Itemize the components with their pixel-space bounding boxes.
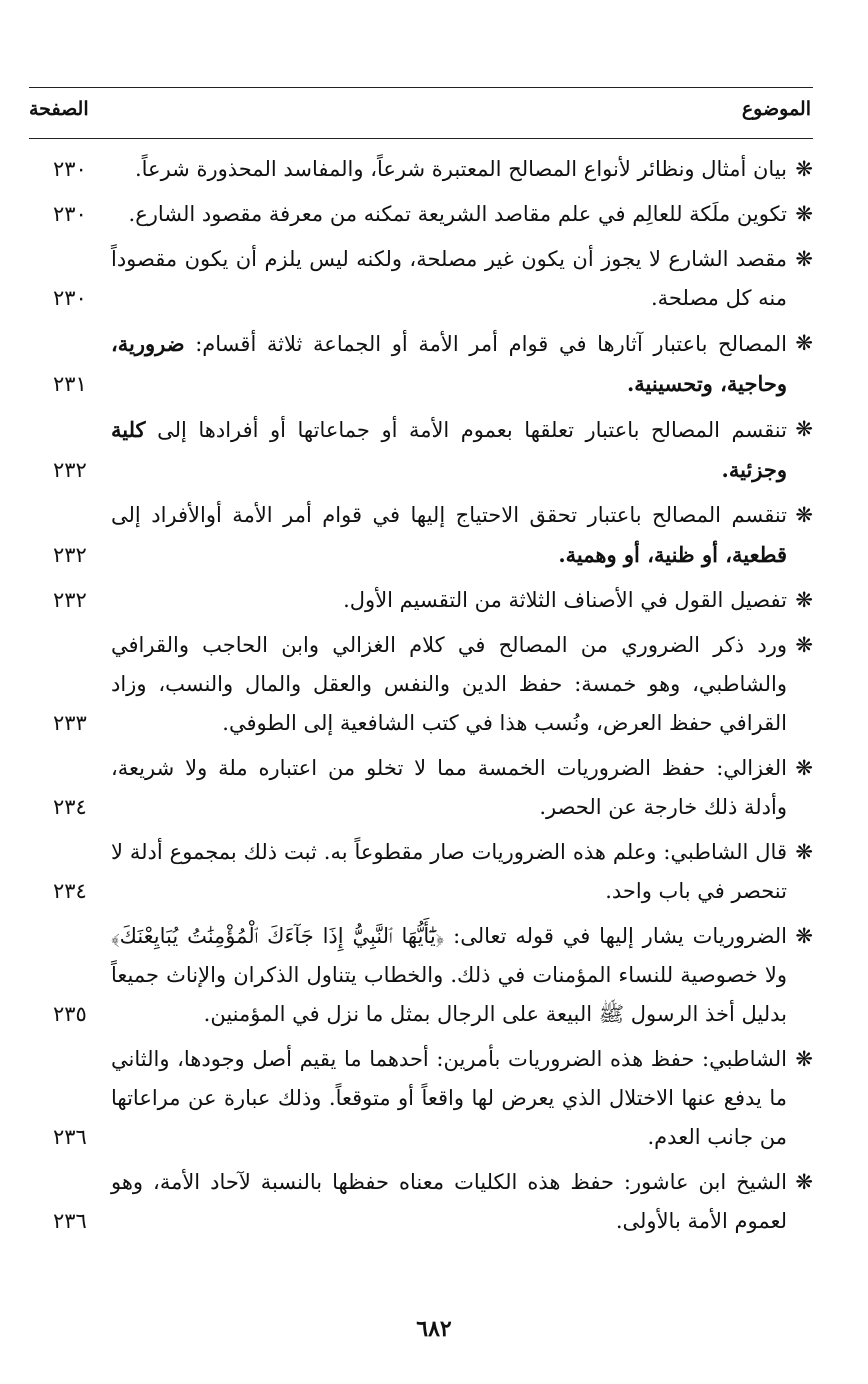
top-rule <box>29 87 813 88</box>
bullet-icon: ❋ <box>795 840 813 864</box>
entry-text: بيان أمثال ونظائر لأنواع المصالح المعتبرة شرعاً، والمفاسد المحذورة شرعاً. <box>134 157 787 181</box>
entry-page-number: ٢٣٦ <box>53 1125 87 1149</box>
page-column-header: الصفحة <box>29 98 89 120</box>
entry-page-number: ٢٣٢ <box>53 543 87 567</box>
entry-text: قال الشاطبي: وعلم هذه الضروريات صار مقطوعاً به. ثبت ذلك بمجموع أدلة لا تنحصر في باب واحد. <box>111 840 787 903</box>
index-entry <box>29 1163 813 1241</box>
entry-text: الضروريات يشار إليها في قوله تعالى: ﴿يَٰٓأَيُّهَا ٱلنَّبِيُّ إِذَا جَآءَكَ ٱلْمُؤْمِنَٰتُ يُبَايِعْنَكَ﴾ ولا خصوصية للنساء المؤمنات في ذلك. والخطاب يتناول الذكران والإناث جميعاً بدليل أخذ الرسول ﷺ البيعة على الرجال بمثل ما نزل في المؤمنين. <box>111 924 787 1026</box>
index-entry <box>29 240 813 318</box>
bullet-icon: ❋ <box>795 202 813 226</box>
topic-column-header: الموضوع <box>741 98 811 120</box>
index-entry <box>29 917 813 1034</box>
index-entries <box>29 150 813 1241</box>
entry-page-number: ٢٣٤ <box>53 879 87 903</box>
bullet-icon: ❋ <box>795 588 813 612</box>
entry-text: المصالح باعتبار آثارها في قوام أمر الأمة أو الجماعة ثلاثة أقسام: <box>195 332 787 356</box>
page-number: ٦٨٢ <box>416 1316 452 1342</box>
bullet-icon: ❋ <box>795 633 813 657</box>
entry-page-number: ٢٣٣ <box>53 711 87 735</box>
bullet-icon: ❋ <box>795 417 813 441</box>
entry-text: تنقسم المصالح باعتبار تعلقها بعموم الأمة أو جماعاتها أو أفرادها إلى <box>157 418 787 442</box>
index-entry <box>29 1040 813 1157</box>
entry-page-number: ٢٣٥ <box>53 1002 87 1026</box>
entry-page-number: ٢٣٤ <box>53 795 87 819</box>
bullet-icon: ❋ <box>795 924 813 948</box>
index-entry <box>29 496 813 575</box>
index-entry <box>29 410 813 490</box>
bullet-icon: ❋ <box>795 756 813 780</box>
index-entry <box>29 581 813 620</box>
entry-page-number: ٢٣٢ <box>53 588 87 612</box>
bullet-icon: ❋ <box>795 157 813 181</box>
index-entry <box>29 626 813 743</box>
entry-text: الغزالي: حفظ الضروريات الخمسة مما لا تخلو من اعتباره ملة ولا شريعة، وأدلة ذلك خارجة عن الحصر. <box>111 756 787 819</box>
index-entry <box>29 195 813 234</box>
entry-text: تكوين ملَكة للعالِم في علم مقاصد الشريعة تمكنه من معرفة مقصود الشارع. <box>128 202 787 226</box>
bullet-icon: ❋ <box>795 503 813 527</box>
entry-text: الشاطبي: حفظ هذه الضروريات بأمرين: أحدهما ما يقيم أصل وجودها، والثاني ما يدفع عنها الاختلال الذي يعرض لها واقعاً أو متوقعاً. وذلك عبارة عن مراعاتها من جانب العدم. <box>111 1047 787 1149</box>
index-entry <box>29 833 813 911</box>
entry-page-number: ٢٣٦ <box>53 1209 87 1233</box>
entry-text: الشيخ ابن عاشور: حفظ هذه الكليات معناه حفظها بالنسبة لآحاد الأمة، وهو لعموم الأمة بالأولى. <box>111 1170 787 1233</box>
bullet-icon: ❋ <box>795 331 813 355</box>
entry-page-number: ٢٣٠ <box>53 157 87 181</box>
header-rule <box>29 138 813 139</box>
entry-bold-text: ضرورية، وحاجية، وتحسينية. <box>111 331 787 396</box>
index-entry <box>29 324 813 404</box>
bullet-icon: ❋ <box>795 1170 813 1194</box>
entry-text: مقصد الشارع لا يجوز أن يكون غير مصلحة، ولكنه ليس يلزم أن يكون مقصوداً منه كل مصلحة. <box>111 247 787 310</box>
bullet-icon: ❋ <box>795 247 813 271</box>
entry-page-number: ٢٣١ <box>53 372 87 396</box>
entry-page-number: ٢٣٠ <box>53 202 87 226</box>
index-entry <box>29 150 813 189</box>
entry-page-number: ٢٣٠ <box>53 286 87 310</box>
entry-text: تفصيل القول في الأصناف الثلاثة من التقسيم الأول. <box>343 588 787 612</box>
entry-text: ورد ذكر الضروري من المصالح في كلام الغزالي وابن الحاجب والقرافي والشاطبي، وهو خمسة: حفظ الدين والنفس والعقل والمال والنسب، وزاد القرافي حفظ العرض، ونُسب هذا في كتب الشافعية إلى الطوفي. <box>111 633 787 735</box>
entry-bold-text: قطعية، أو ظنية، أو وهمية. <box>558 542 787 567</box>
entry-page-number: ٢٣٢ <box>53 458 87 482</box>
index-entry <box>29 749 813 827</box>
entry-text: تنقسم المصالح باعتبار تحقق الاحتياج إليها في قوام أمر الأمة أوالأفراد إلى <box>111 503 787 527</box>
entry-bold-text: كلية وجزئية. <box>111 417 787 482</box>
bullet-icon: ❋ <box>795 1047 813 1071</box>
